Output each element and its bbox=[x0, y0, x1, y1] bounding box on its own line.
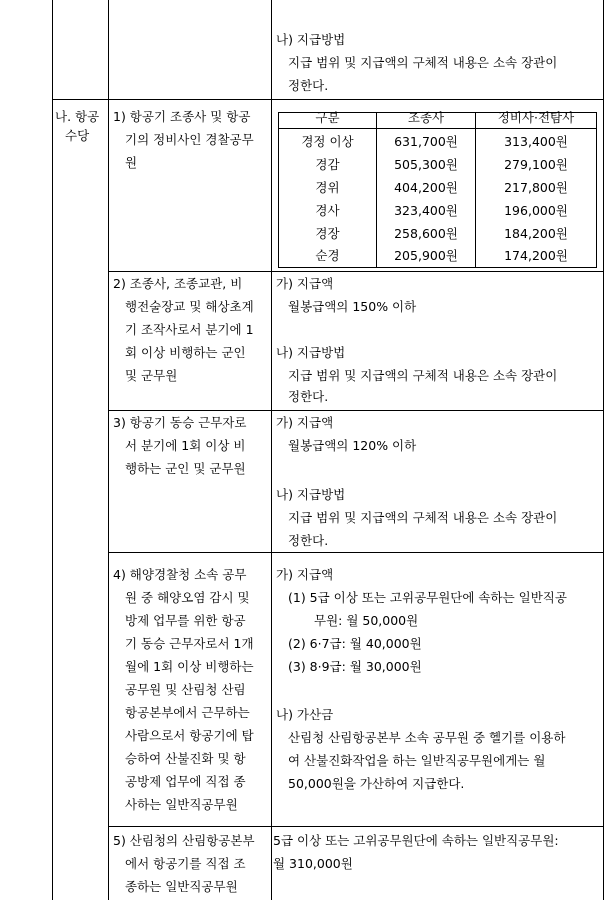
pay-table-mechanic: 184,200원 bbox=[504, 226, 568, 241]
pay-table-pilot: 631,700원 bbox=[394, 134, 458, 149]
item1-desc-line1: 1) 항공기 조종사 및 항공 bbox=[113, 109, 251, 124]
row-divider-4 bbox=[108, 826, 604, 827]
row-divider-top bbox=[52, 99, 604, 100]
item5-amount-line2: 월 310,000원 bbox=[273, 856, 353, 871]
item5-amount-line1: 5급 이상 또는 고위공무원단에 속하는 일반직공무원: bbox=[273, 833, 559, 848]
item4-bonus-line1: 산림청 산림항공본부 소속 공무원 중 헬기를 이용하 bbox=[288, 730, 566, 745]
top-method-line1: 지급 범위 및 지급액의 구체적 내용은 소속 장관이 bbox=[288, 55, 558, 70]
item2-desc-line4: 회 이상 비행하는 군인 bbox=[125, 345, 246, 360]
section-label-line2: 수당 bbox=[65, 128, 90, 143]
pay-table-rank: 경위 bbox=[315, 180, 340, 195]
pay-table-mechanic: 279,100원 bbox=[504, 157, 568, 172]
pay-table-pilot: 404,200원 bbox=[394, 180, 458, 195]
item3-amount-text: 월봉급액의 120% 이하 bbox=[288, 438, 417, 453]
item4-desc-line10: 공방제 업무에 직접 종 bbox=[125, 774, 246, 789]
item1-desc-line2: 기의 정비사인 경찰공무 bbox=[125, 132, 254, 147]
pay-table-pilot: 505,300원 bbox=[394, 157, 458, 172]
item4-amount-3: (3) 8·9급: 월 30,000원 bbox=[288, 659, 422, 674]
pay-table-header-mechanic: 정비사·전탐사 bbox=[497, 110, 575, 125]
item2-method-line2: 정한다. bbox=[288, 389, 329, 404]
item2-desc-line3: 기 조작사로서 분기에 1 bbox=[125, 322, 254, 337]
item4-desc-line7: 항공본부에서 근무하는 bbox=[125, 705, 250, 720]
item5-desc-line3: 종하는 일반직공무원 bbox=[125, 879, 238, 894]
border-left bbox=[52, 0, 53, 900]
pay-table-mechanic: 217,800원 bbox=[504, 180, 568, 195]
item2-desc-line5: 및 군무원 bbox=[125, 368, 178, 383]
item2-amount-heading: 가) 지급액 bbox=[276, 276, 334, 291]
item3-desc-line2: 서 분기에 1회 이상 비 bbox=[125, 438, 246, 453]
item4-desc-line3: 방제 업무를 위한 항공 bbox=[125, 613, 246, 628]
item4-bonus-line2: 여 산불진화작업을 하는 일반직공무원에게는 월 bbox=[288, 753, 546, 768]
pay-table-pilot: 205,900원 bbox=[394, 248, 458, 263]
item3-desc-line3: 행하는 군인 및 군무원 bbox=[125, 461, 246, 476]
item3-method-heading: 나) 지급방법 bbox=[276, 487, 346, 502]
row-divider-3 bbox=[108, 552, 604, 553]
border-col2-right bbox=[271, 0, 272, 900]
item2-method-line1: 지급 범위 및 지급액의 구체적 내용은 소속 장관이 bbox=[288, 368, 558, 383]
item3-amount-heading: 가) 지급액 bbox=[276, 415, 334, 430]
item4-desc-line11: 사하는 일반직공무원 bbox=[125, 797, 238, 812]
item4-desc-line9: 승하여 산불진화 및 항 bbox=[125, 751, 246, 766]
item4-desc-line8: 사람으로서 항공기에 탑 bbox=[125, 728, 254, 743]
pay-table-header-divider bbox=[279, 128, 596, 129]
border-col1-right bbox=[108, 0, 109, 900]
item4-desc-line4: 기 동승 근무자로서 1개 bbox=[125, 636, 254, 651]
item4-desc-line1: 4) 해양경찰청 소속 공무 bbox=[113, 567, 247, 582]
item2-desc-line2: 행전술장교 및 해상초계 bbox=[125, 299, 254, 314]
item4-bonus-line3: 50,000원을 가산하여 지급한다. bbox=[288, 776, 465, 791]
pay-table-header-pilot: 조종사 bbox=[407, 110, 445, 125]
item4-amount-heading: 가) 지급액 bbox=[276, 567, 334, 582]
pay-table-rank: 경사 bbox=[315, 203, 340, 218]
item4-amount-1-line1: (1) 5급 이상 또는 고위공무원단에 속하는 일반직공 bbox=[288, 590, 567, 605]
item4-amount-2: (2) 6·7급: 월 40,000원 bbox=[288, 636, 422, 651]
item2-amount-text: 월봉급액의 150% 이하 bbox=[288, 299, 417, 314]
item3-method-line1: 지급 범위 및 지급액의 구체적 내용은 소속 장관이 bbox=[288, 510, 558, 525]
pay-table-mechanic: 313,400원 bbox=[504, 134, 568, 149]
pay-table-mechanic: 174,200원 bbox=[504, 248, 568, 263]
pay-table-pilot: 258,600원 bbox=[394, 226, 458, 241]
pay-table-pilot: 323,400원 bbox=[394, 203, 458, 218]
pay-table-mechanic: 196,000원 bbox=[504, 203, 568, 218]
item3-desc-line1: 3) 항공기 동승 근무자로 bbox=[113, 415, 247, 430]
top-method-heading: 나) 지급방법 bbox=[276, 32, 346, 47]
item2-desc-line1: 2) 조종사, 조종교관, 비 bbox=[113, 276, 243, 291]
pay-table-header-rank: 구분 bbox=[315, 110, 340, 125]
item4-desc-line2: 원 중 해양오염 감시 및 bbox=[125, 590, 250, 605]
item2-method-heading: 나) 지급방법 bbox=[276, 345, 346, 360]
pay-table-rank: 경장 bbox=[315, 226, 340, 241]
item4-bonus-heading: 나) 가산금 bbox=[276, 707, 334, 722]
item5-desc-line1: 5) 산림청의 산림항공본부 bbox=[113, 833, 255, 848]
item1-desc-line3: 원 bbox=[125, 155, 138, 170]
pay-table-rank: 순경 bbox=[315, 248, 340, 263]
item5-desc-line2: 에서 항공기를 직접 조 bbox=[125, 856, 246, 871]
pay-table-rank: 경감 bbox=[315, 157, 340, 172]
item4-desc-line5: 월에 1회 이상 비행하는 bbox=[125, 659, 254, 674]
item3-method-line2: 정한다. bbox=[288, 533, 329, 548]
item4-amount-1-line2: 무원: 월 50,000원 bbox=[314, 613, 419, 628]
pay-table-rank: 경정 이상 bbox=[301, 134, 354, 149]
pay-rate-table bbox=[278, 112, 597, 268]
item4-desc-line6: 공무원 및 산림청 산림 bbox=[125, 682, 246, 697]
section-label-line1: 나. 항공 bbox=[55, 109, 100, 124]
top-method-line2: 정한다. bbox=[288, 78, 329, 93]
